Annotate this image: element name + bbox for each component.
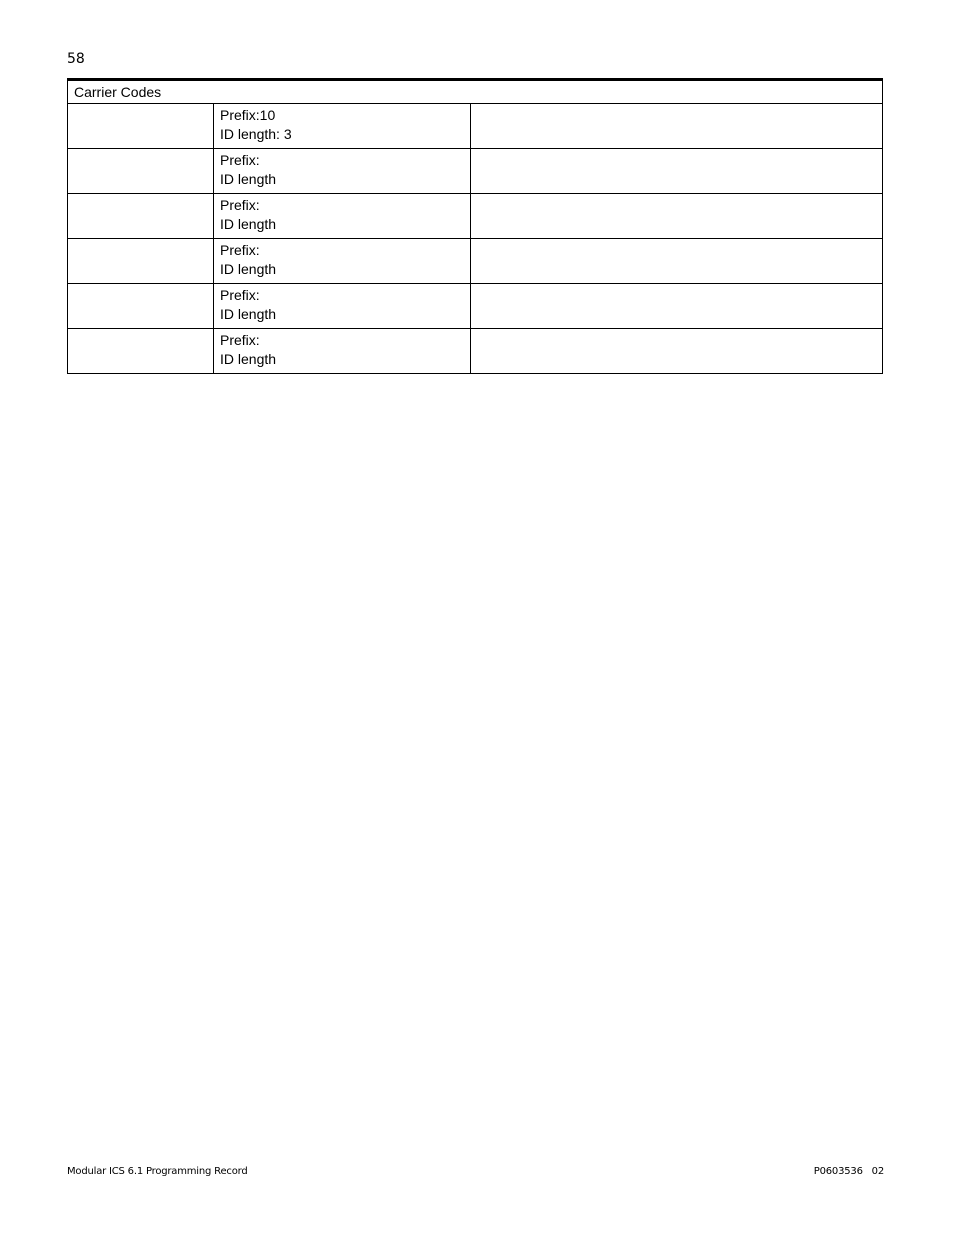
carrier-code-cell[interactable] xyxy=(68,329,214,374)
carrier-code-cell[interactable] xyxy=(68,284,214,329)
table-row xyxy=(68,239,883,284)
prefix-label: Prefix: xyxy=(220,197,260,213)
prefix-label: Prefix: xyxy=(220,242,260,258)
footer-document-title: Modular ICS 6.1 Programming Record xyxy=(67,1166,248,1177)
carrier-code-cell[interactable] xyxy=(68,239,214,284)
carrier-code-cell[interactable] xyxy=(68,149,214,194)
prefix-cell xyxy=(214,104,471,149)
prefix-cell xyxy=(214,239,471,284)
carrier-codes-table xyxy=(67,78,883,374)
prefix-cell xyxy=(214,329,471,374)
footer-document-number: P0603536 02 xyxy=(813,1166,884,1177)
page-number: 58 xyxy=(67,51,85,67)
id-length-label: ID length xyxy=(220,306,277,322)
notes-cell[interactable] xyxy=(471,104,883,149)
table-row xyxy=(68,329,883,374)
id-length-label: ID length xyxy=(220,261,277,277)
prefix-label: Prefix: xyxy=(220,332,260,348)
carrier-code-cell[interactable] xyxy=(68,104,214,149)
table-row xyxy=(68,194,883,239)
prefix-label: Prefix: xyxy=(220,287,260,303)
notes-cell[interactable] xyxy=(471,329,883,374)
prefix-cell xyxy=(214,284,471,329)
id-length-label: ID length xyxy=(220,351,277,367)
table-row xyxy=(68,149,883,194)
notes-cell[interactable] xyxy=(471,239,883,284)
notes-cell[interactable] xyxy=(471,284,883,329)
table-row xyxy=(68,104,883,149)
prefix-cell xyxy=(214,194,471,239)
id-length-label: ID length xyxy=(220,171,277,187)
prefix-cell xyxy=(214,149,471,194)
notes-cell[interactable] xyxy=(471,194,883,239)
table-header-row xyxy=(68,80,883,104)
notes-cell[interactable] xyxy=(471,149,883,194)
id-length-label: ID length xyxy=(220,216,277,232)
carrier-code-cell[interactable] xyxy=(68,194,214,239)
prefix-label: Prefix:10 xyxy=(220,107,276,123)
id-length-label: ID length: 3 xyxy=(220,126,292,142)
table-title: Carrier Codes xyxy=(68,80,883,104)
table-row xyxy=(68,284,883,329)
prefix-label: Prefix: xyxy=(220,152,260,168)
